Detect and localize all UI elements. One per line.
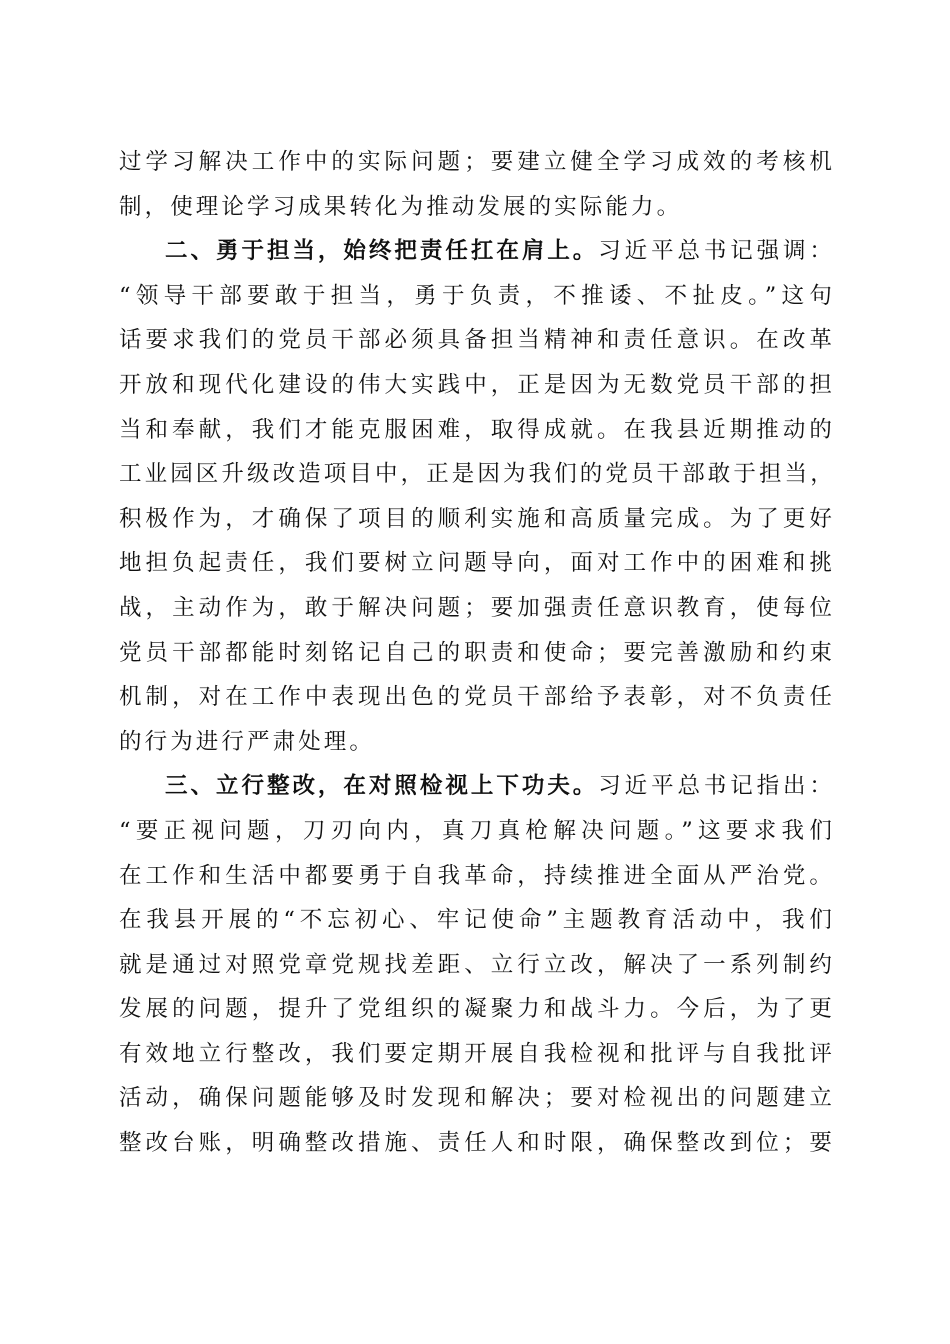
paragraph-line: 在工作和生活中都要勇于自我革命，持续推进全面从严治党。 [119, 862, 835, 889]
paragraph-line: 的行为进行严肃处理。 [119, 728, 376, 755]
paragraph-line: 制，使理论学习成果转化为推动发展的实际能力。 [119, 193, 683, 220]
paragraph-line: “领导干部要敢于担当，勇于负责，不推诿、不扯皮。”这句 [119, 282, 835, 309]
paragraph-line: 整改台账，明确整改措施、责任人和时限，确保整改到位；要 [119, 1130, 835, 1157]
paragraph-line: 地担负起责任，我们要树立问题导向，面对工作中的困难和挑 [119, 550, 835, 577]
paragraph-line: 发展的问题，提升了党组织的凝聚力和战斗力。今后，为了更 [119, 996, 835, 1023]
paragraph-line: 在我县开展的“不忘初心、牢记使命”主题教育活动中，我们 [119, 907, 835, 934]
section-2-first-line [119, 229, 835, 274]
paragraph-line: 话要求我们的党员干部必须具备担当精神和责任意识。在改革 [119, 327, 835, 354]
paragraph-line: 就是通过对照党章党规找差距、立行立改，解决了一系列制约 [119, 951, 835, 978]
paragraph-line: 开放和现代化建设的伟大实践中，正是因为无数党员干部的担 [119, 371, 835, 398]
paragraph-line: 战，主动作为，敢于解决问题；要加强责任意识教育，使每位 [119, 594, 835, 621]
paragraph-line: 有效地立行整改，我们要定期开展自我检视和批评与自我批评 [119, 1040, 835, 1067]
section-3-first-line [119, 764, 835, 809]
section-3-first-line-text: 习近平总书记指出： [598, 773, 835, 800]
section-3-heading: 三、立行整改，在对照检视上下功夫。 [165, 773, 599, 800]
section-2-first-line-text: 习近平总书记强调： [598, 238, 835, 265]
paragraph-line: 积极作为，才确保了项目的顺利实施和高质量完成。为了更好 [119, 505, 835, 532]
paragraph-line: 机制，对在工作中表现出色的党员干部给予表彰，对不负责任 [119, 684, 835, 711]
section-2-heading: 二、勇于担当，始终把责任扛在肩上。 [165, 238, 599, 265]
paragraph-line: 党员干部都能时刻铭记自己的职责和使命；要完善激励和约束 [119, 639, 835, 666]
paragraph-line: 工业园区升级改造项目中，正是因为我们的党员干部敢于担当， [119, 461, 836, 488]
paragraph-line: 过学习解决工作中的实际问题；要建立健全学习成效的考核机 [119, 149, 835, 175]
paragraph-line: 活动，确保问题能够及时发现和解决；要对检视出的问题建立 [119, 1085, 835, 1112]
paragraph-line: “要正视问题，刀刃向内，真刀真枪解决问题。”这要求我们 [119, 817, 835, 844]
paragraph-line: 当和奉献，我们才能克服困难，取得成就。在我县近期推动的 [119, 416, 835, 443]
document-body [119, 140, 835, 1166]
